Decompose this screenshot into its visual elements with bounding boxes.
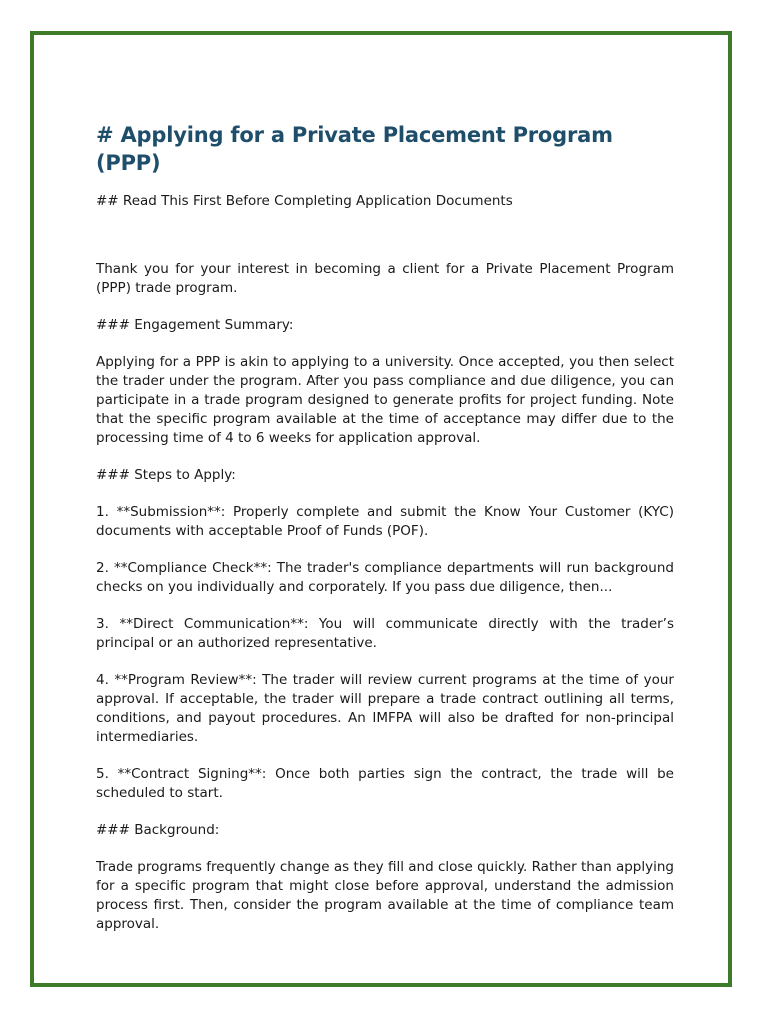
document-page [30, 31, 732, 987]
steps-heading: ### Steps to Apply: [96, 467, 236, 483]
step-item: 3. **Direct Communication**: You will communicate directly with the trader’s principal or an authorized representative. [96, 616, 674, 651]
engagement-paragraph: Applying for a PPP is akin to applying to a university. Once accepted, you then select the trader under the program. After you pass compliance and due diligence, you can participate in a trade program designed to generate profits for project funding. Note that the specific program available at the time of acceptance may differ due to the processing time of 4 to 6 weeks for application approval. [96, 354, 674, 446]
engagement-heading: ### Engagement Summary: [96, 317, 294, 333]
intro-paragraph: Thank you for your interest in becoming a client for a Private Placement Program (PPP) trade program. [96, 261, 674, 296]
document-content [96, 121, 674, 934]
page-title: # Applying for a Private Placement Program (PPP) [96, 123, 613, 175]
page-subtitle: ## Read This First Before Completing Application Documents [96, 193, 513, 209]
background-paragraph: Trade programs frequently change as they fill and close quickly. Rather than applying for a specific program that might close before approval, understand the admission process first. Then, consider the program available at the time of compliance team approval. [96, 859, 674, 932]
step-item: 5. **Contract Signing**: Once both parties sign the contract, the trade will be scheduled to start. [96, 766, 674, 801]
step-item: 2. **Compliance Check**: The trader's compliance departments will run background checks on you individually and corporately. If you pass due diligence, then... [96, 560, 674, 595]
step-item: 1. **Submission**: Properly complete and submit the Know Your Customer (KYC) documents with acceptable Proof of Funds (POF). [96, 504, 674, 539]
step-item: 4. **Program Review**: The trader will review current programs at the time of your approval. If acceptable, the trader will prepare a trade contract outlining all terms, conditions, and payout procedures. An IMFPA will also be drafted for non-principal intermediaries. [96, 672, 674, 745]
background-heading: ### Background: [96, 822, 220, 838]
